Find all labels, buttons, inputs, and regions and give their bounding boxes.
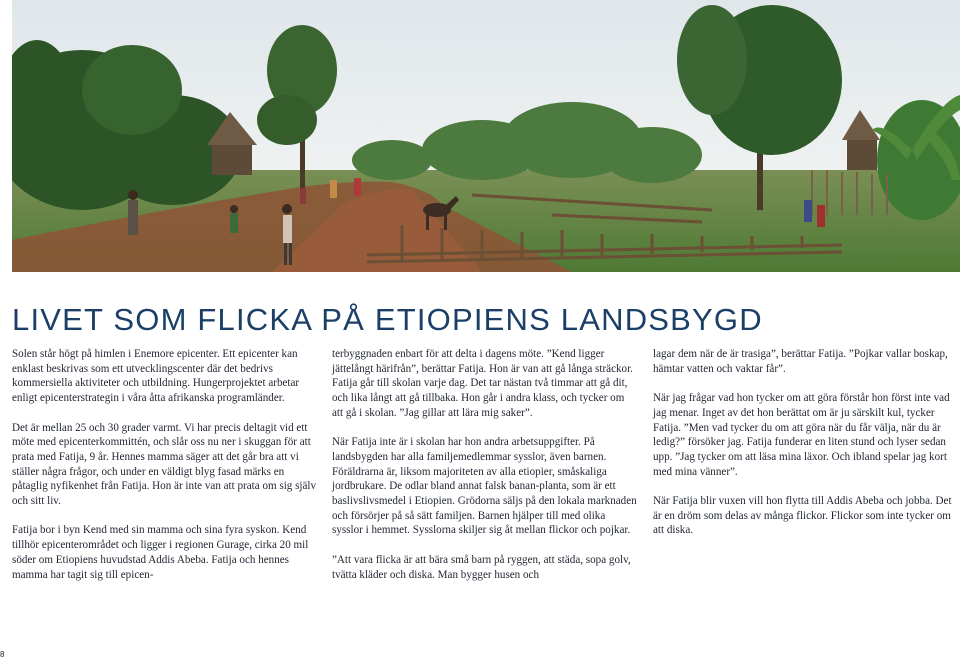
paragraph: När Fatija blir vuxen vill hon flytta till Addis Abeba och jobba. Det är en dröm som delas av många flickor. Flickor som inte tycker om att diska. xyxy=(653,495,952,537)
paragraph: När jag frågar vad hon tycker om att göra förstår hon först inte vad jag menar. Inget av det hon berättat om är ju särskilt kul, tycker Fatija. ”Men vad tycker du om att göra när du får välja, när du är ledig?” försöker jag. Fatija funderar en liten stund och lyser sedan upp. ”Jag tycker om att läsa mina läxor. Och ibland spelar jag kort med mina vänner”. xyxy=(653,392,950,478)
page-number: 8 xyxy=(0,650,5,659)
paragraph: Det är mellan 25 och 30 grader varmt. Vi har precis deltagit vid ett möte med epicenterkommittén, och slår oss nu ner i skuggan för att prata med Fatija, 9 år. Hennes mamma säger att det går bra att vi ställer några frågor, och under en väldigt blyg fasad märks en påtaglig nyfikenhet från Fatija. Hon är inte van att prata om sig själv och sitt liv. xyxy=(12,421,317,508)
paragraph: Fatija bor i byn Kend med sin mamma och sina fyra syskon. Kend tillhör epicenterområdet och ligger i regionen Gurage, cirka 20 mil söder om Etiopiens huvudstad Addis Abeba. Fatija och hennes mamma har tagit sig till epicen- xyxy=(12,524,309,581)
paragraph: När Fatija inte är i skolan har hon andra arbetsuppgifter. På landsbygden har alla familjemedlemmar sysslor, även barnen. Föräldrarna är, liksom majoriteten av alla etiopier, småskaliga jordbrukare. De odlar bland annat falsk banan-planta, som är ett baslivslivsmedel i Etiopien. Grödorna säljs på den lokala marknaden och försörjer på så sätt familjen. Barnen hjälper till med olika sysslor i hemmet. Sysslorna skiljer sig åt mellan flickor och pojkar. xyxy=(332,436,637,537)
paragraph: terbyggnaden enbart för att delta i dagens möte. ”Kend ligger jättelångt härifrån”, berättar Fatija. Hon är van att gå långa sträckor. Fatija går till skolan varje dag. Det tar nästan två timmar att gå dit, och lika långt att gå tillbaka. Hon går i andra klass, och tycker om att gå i skolan. ”Jag gillar att lära mig saker”. xyxy=(332,348,633,419)
article-column-2 xyxy=(332,347,638,597)
village-landscape-photo xyxy=(12,0,960,272)
paragraph: lagar dem när de är trasiga”, berättar Fatija. ”Pojkar vallar boskap, hämtar vatten och vaktar får”. xyxy=(653,348,948,375)
article-column-1 xyxy=(12,347,318,597)
paragraph: ”Att vara flicka är att bära små barn på ryggen, att städa, sopa golv, tvätta kläder och diska. Man bygger husen och xyxy=(332,553,631,581)
paragraph: Solen står högt på himlen i Enemore epicenter. Ett epicenter kan enklast beskrivas som ett utvecklingscenter där det bedrivs kommersiella aktiviteter och utbildning. Hungerprojektet arbetar enligt epicenterstrategin i våra åtta afrikanska programländer. xyxy=(12,348,300,405)
article-title: LIVET SOM FLICKA PÅ ETIOPIENS LANDSBYGD xyxy=(12,302,763,337)
article-column-3 xyxy=(653,347,955,553)
